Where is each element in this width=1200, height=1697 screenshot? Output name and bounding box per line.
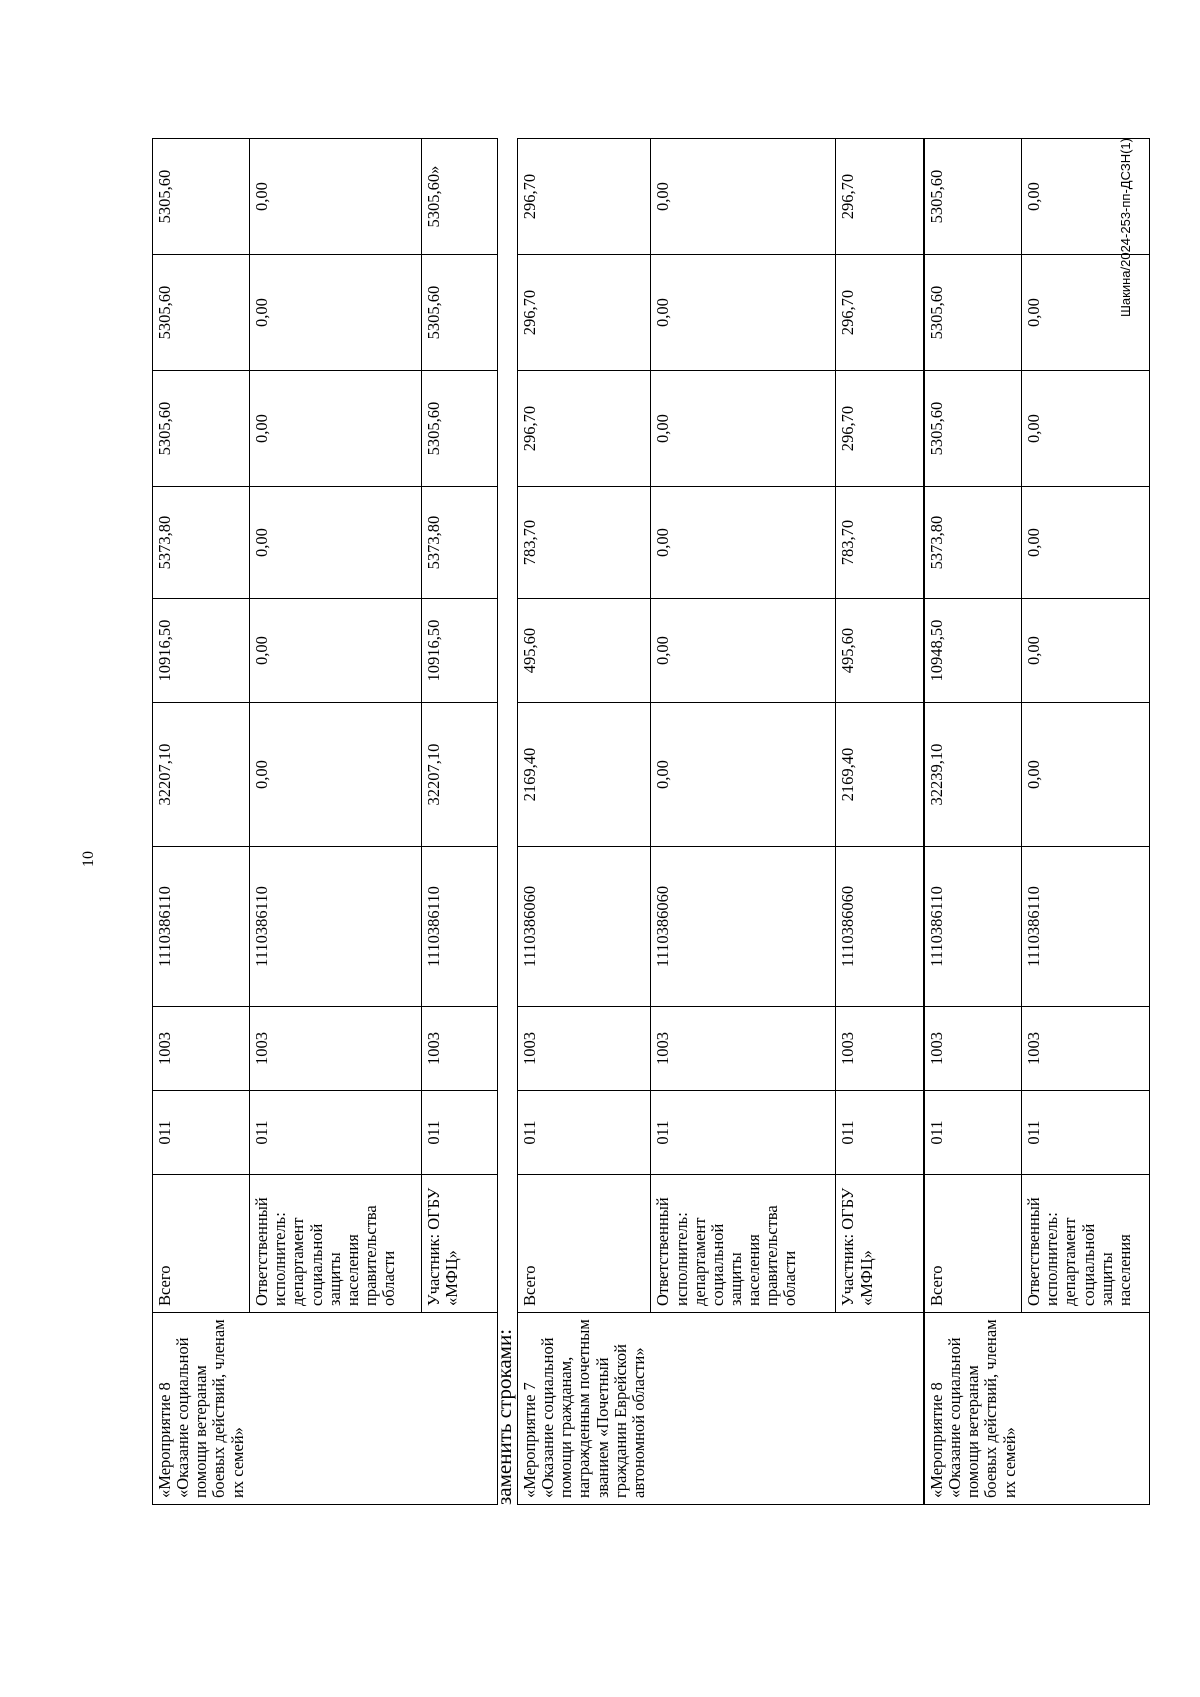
value-cell: 1003	[250, 1007, 422, 1091]
event-cell-empty	[1022, 1313, 1150, 1505]
value-cell: 1110386110	[250, 847, 422, 1007]
value-cell: 2169,40	[518, 703, 651, 847]
value-cell: 0,00	[651, 703, 836, 847]
value-cell: 495,60	[836, 599, 924, 703]
replace-caption: заменить строками:	[492, 1328, 516, 1505]
value-cell: 011	[1022, 1091, 1150, 1175]
value-cell: 011	[836, 1091, 924, 1175]
value-cell: 0,00	[1022, 487, 1150, 599]
value-cell: 296,70	[518, 255, 651, 371]
value-cell: 1003	[422, 1007, 498, 1091]
value-cell: 0,00	[651, 371, 836, 487]
value-cell: 296,70	[518, 371, 651, 487]
value-cell: 5305,60	[422, 255, 498, 371]
value-cell: 1003	[651, 1007, 836, 1091]
value-cell: 0,00	[250, 703, 422, 847]
value-cell: 0,00	[1022, 255, 1150, 371]
value-cell: 495,60	[518, 599, 651, 703]
event-cell-empty	[250, 1313, 422, 1505]
table-row	[518, 139, 651, 1505]
row-label: Участник: ОГБУ «МФЦ»	[836, 1175, 924, 1313]
value-cell: 1110386110	[924, 847, 1022, 1007]
value-cell: 5305,60	[924, 255, 1022, 371]
event-cell-empty	[422, 1313, 498, 1505]
value-cell: 1110386060	[518, 847, 651, 1007]
value-cell: 10916,50	[422, 599, 498, 703]
value-cell: 1110386060	[651, 847, 836, 1007]
value-cell: 011	[422, 1091, 498, 1175]
table-row	[924, 139, 1022, 1505]
table-row	[1022, 139, 1150, 1505]
value-cell: 10916,50	[153, 599, 250, 703]
table-row	[250, 139, 422, 1505]
value-cell: 32207,10	[422, 703, 498, 847]
value-cell: 5305,60	[153, 371, 250, 487]
value-cell: 011	[651, 1091, 836, 1175]
value-cell: 1110386110	[422, 847, 498, 1007]
value-cell: 1110386110	[1022, 847, 1150, 1007]
row-label: Участник: ОГБУ «МФЦ»	[422, 1175, 498, 1313]
value-cell: 0,00	[651, 139, 836, 255]
value-cell: 296,70	[836, 371, 924, 487]
event-cell: «Мероприятие 7 «Оказание социальной помощи гражданам, награжденным почетным званием «Почетный гражданин Еврейской автономной области»	[518, 1313, 651, 1505]
value-cell: 011	[250, 1091, 422, 1175]
value-cell: 296,70	[836, 139, 924, 255]
value-cell: 5305,60»	[422, 139, 498, 255]
value-cell: 5305,60	[153, 139, 250, 255]
value-cell: 1003	[836, 1007, 924, 1091]
event-cell: «Мероприятие 8 «Оказание социальной помощи ветеранам боевых действий, членам их семей»	[924, 1313, 1022, 1505]
value-cell: 0,00	[250, 371, 422, 487]
budget-table-2	[517, 138, 1150, 1505]
table-row	[153, 139, 250, 1505]
value-cell: 0,00	[1022, 703, 1150, 847]
value-cell: 0,00	[1022, 599, 1150, 703]
value-cell: 296,70	[836, 255, 924, 371]
event-cell: «Мероприятие 8 «Оказание социальной помощи ветеранам боевых действий, членам их семей»	[153, 1313, 250, 1505]
value-cell: 0,00	[250, 599, 422, 703]
value-cell: 1003	[1022, 1007, 1150, 1091]
row-label: Всего	[924, 1175, 1022, 1313]
value-cell: 0,00	[651, 599, 836, 703]
value-cell: 32207,10	[153, 703, 250, 847]
footer-code: Шакина/2024-253-пп-ДСЗН(1)	[1118, 138, 1133, 317]
table-row	[836, 139, 924, 1505]
value-cell: 0,00	[250, 139, 422, 255]
value-cell: 10948,50	[924, 599, 1022, 703]
value-cell: 011	[153, 1091, 250, 1175]
event-cell-empty	[651, 1313, 836, 1505]
table-row	[651, 139, 836, 1505]
value-cell: 011	[924, 1091, 1022, 1175]
value-cell: 0,00	[1022, 139, 1150, 255]
row-label: Всего	[518, 1175, 651, 1313]
value-cell: 5373,80	[924, 487, 1022, 599]
row-label: Всего	[153, 1175, 250, 1313]
value-cell: 5373,80	[153, 487, 250, 599]
value-cell: 1003	[153, 1007, 250, 1091]
row-label: Ответственный исполнитель: департамент социальной защиты населения правительства области	[651, 1175, 836, 1313]
value-cell: 5305,60	[153, 255, 250, 371]
value-cell: 011	[518, 1091, 651, 1175]
value-cell: 32239,10	[924, 703, 1022, 847]
event-cell-empty	[836, 1313, 924, 1505]
value-cell: 2169,40	[836, 703, 924, 847]
value-cell: 296,70	[518, 139, 651, 255]
value-cell: 5305,60	[924, 371, 1022, 487]
value-cell: 0,00	[250, 255, 422, 371]
row-label: Ответственный исполнитель: департамент социальной защиты населения правительства области	[250, 1175, 422, 1313]
page-number: 10	[80, 851, 97, 867]
row-label: Ответственный исполнитель: департамент социальной защиты населения	[1022, 1175, 1150, 1313]
value-cell: 1110386060	[836, 847, 924, 1007]
value-cell: 0,00	[651, 255, 836, 371]
value-cell: 0,00	[651, 487, 836, 599]
value-cell: 783,70	[518, 487, 651, 599]
value-cell: 0,00	[250, 487, 422, 599]
value-cell: 1003	[518, 1007, 651, 1091]
table-row	[422, 139, 498, 1505]
value-cell: 1110386110	[153, 847, 250, 1007]
budget-table-1	[152, 138, 498, 1505]
value-cell: 0,00	[1022, 371, 1150, 487]
value-cell: 5305,60	[924, 139, 1022, 255]
value-cell: 783,70	[836, 487, 924, 599]
value-cell: 1003	[924, 1007, 1022, 1091]
value-cell: 5305,60	[422, 371, 498, 487]
value-cell: 5373,80	[422, 487, 498, 599]
